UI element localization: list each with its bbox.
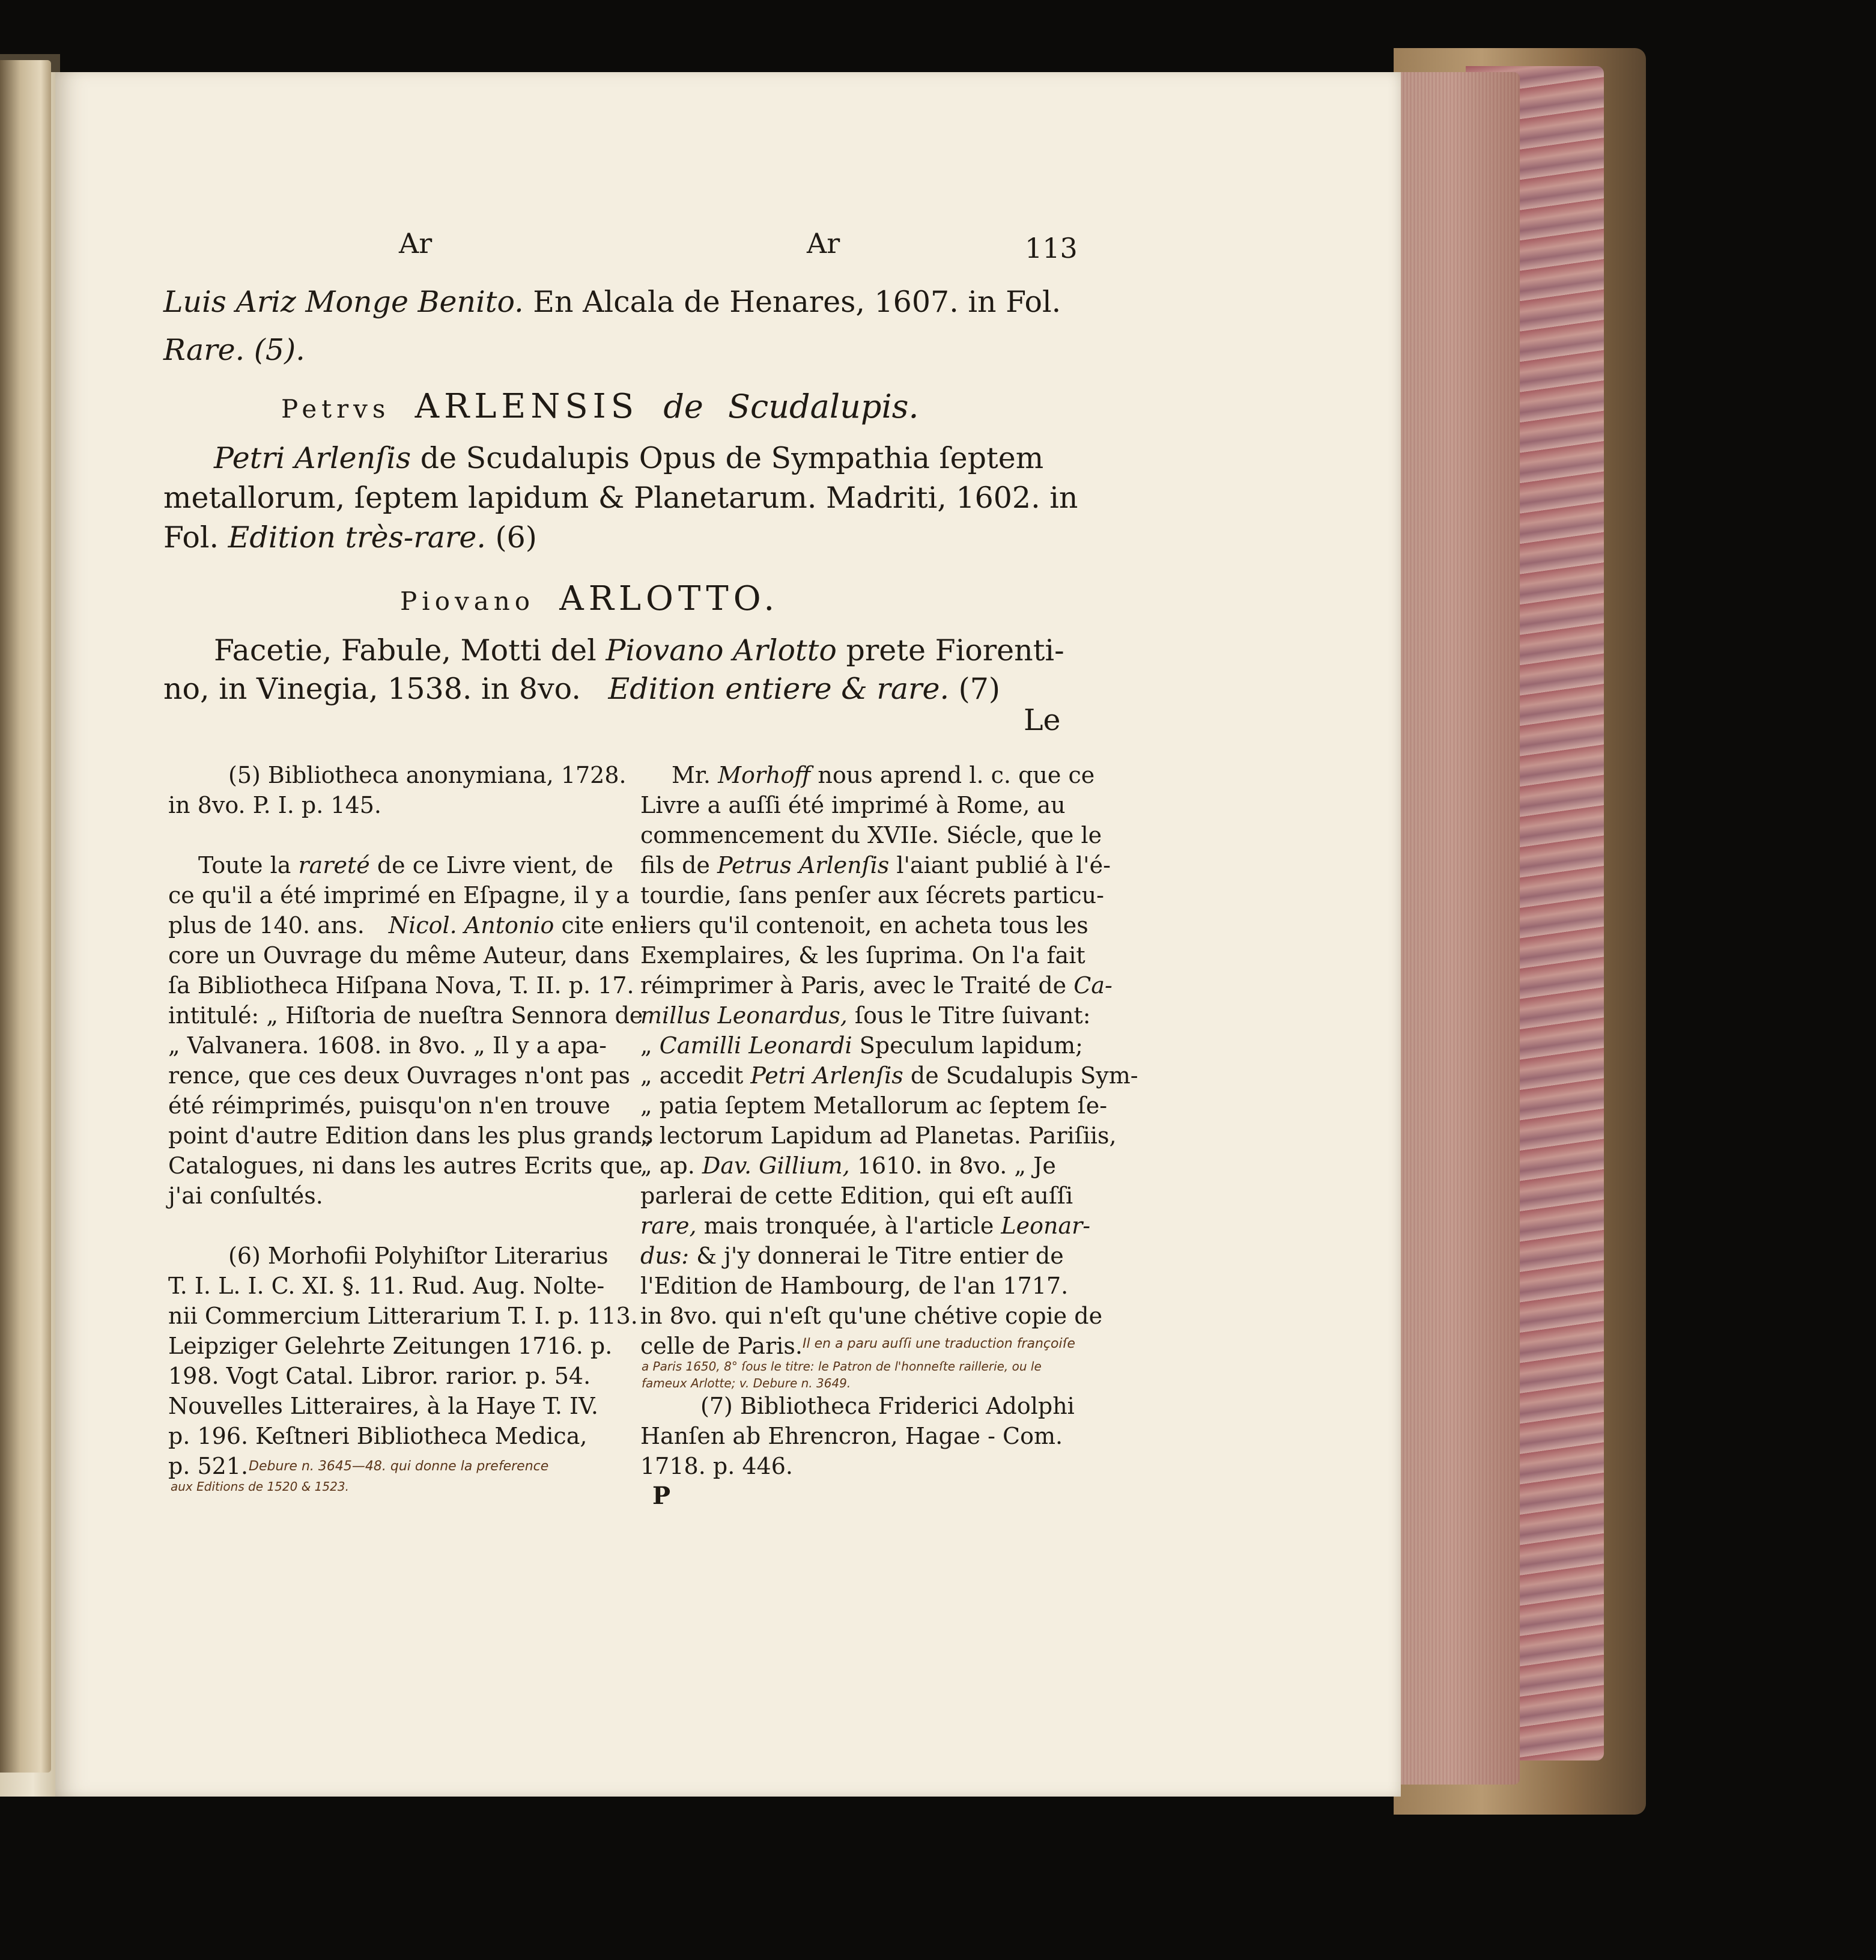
note-right-line: rare, mais tronquée, à l'article Leonar- — [640, 1213, 1091, 1239]
note-right-line: commencement du XVIIe. Siécle, que le — [640, 822, 1102, 848]
note-right-line: Hanſen ab Ehrencron, Hagae - Com. — [640, 1423, 1063, 1449]
entry1-line-1 — [214, 441, 1043, 475]
entry1-heading-place: Scudalupis. — [728, 388, 919, 425]
page-edges — [1382, 72, 1520, 1785]
note-right-line: „ ap. Dav. Gillium, 1610. in 8vo. „ Je — [640, 1152, 1056, 1179]
note-right-line: „ lectorum Lapidum ad Planetas. Pariſiis, — [640, 1122, 1117, 1149]
intro-line-2 — [163, 333, 305, 367]
handwritten-note-left-2: aux Editions de 1520 & 1523. — [171, 1479, 349, 1494]
note-left-line: (5) Bibliotheca anonymiana, 1728. — [228, 762, 627, 788]
note-right-line: réimprimer à Paris, avec le Traité de Ca- — [640, 972, 1113, 999]
entry2-note-ref: (7) — [958, 672, 1001, 706]
entry1-heading-surname: ARLENSIS — [414, 387, 639, 426]
note-left-line: T. I. L. I. C. XI. §. 11. Rud. Aug. Nolte- — [168, 1273, 605, 1299]
entry1-heading-name: Petrvs — [281, 394, 390, 424]
note-right-line: Mr. Morhoff nous aprend l. c. que ce — [672, 762, 1095, 788]
note-right-line: „ patia ſeptem Metallorum ac ſeptem ſe- — [640, 1092, 1108, 1119]
note-left-line: in 8vo. P. I. p. 145. — [168, 792, 382, 818]
entry2-heading-surname: ARLOTTO. — [559, 579, 780, 618]
note-right-line: celle de Paris. — [640, 1333, 803, 1359]
intro-line-1 — [163, 285, 1061, 319]
handwritten-note-right-1: Il en a paru auſſi une traduction françoiſe — [803, 1336, 1075, 1351]
note-right-line: Exemplaires, & les ſuprima. On l'a fait — [640, 942, 1085, 969]
note-right-line: (7) Bibliotheca Friderici Adolphi — [700, 1393, 1075, 1419]
signature-mark: P — [652, 1482, 671, 1510]
note-right-line: parlerai de cette Edition, qui eſt auſſi — [640, 1182, 1073, 1209]
entry2-line-2 — [163, 672, 1000, 706]
note-left-line: p. 196. Keſtneri Bibliotheca Medica, — [168, 1423, 587, 1449]
note-right-line: millus Leonardus, ſous le Titre ſuivant: — [640, 1002, 1091, 1029]
note-left-line: intitulé: „ Hiſtoria de nueſtra Sennora de — [168, 1002, 643, 1029]
entry2-rarity: Edition entiere & rare. — [608, 672, 950, 706]
note-right-line: Livre a auſſi été imprimé à Rome, au — [640, 792, 1066, 818]
catchword: Le — [1024, 703, 1061, 737]
note-right-line: „ Camilli Leonardi Speculum lapidum; — [640, 1032, 1083, 1059]
note-left-line: j'ai conſultés. — [168, 1182, 323, 1209]
left-page-edge — [0, 60, 51, 1773]
note-right-line: 1718. p. 446. — [640, 1453, 793, 1479]
entry1-line-2: metallorum, ſeptem lapidum & Planetarum. Madriti, 1602. in — [163, 481, 1078, 515]
running-head-left: Ar — [399, 227, 433, 260]
running-head-center: Ar — [807, 227, 840, 260]
note-left-line: rence, que ces deux Ouvrages n'ont pas — [168, 1062, 630, 1089]
note-left-line: Nouvelles Litteraires, à la Haye T. IV. — [168, 1393, 598, 1419]
entry2-line-1 — [214, 633, 1064, 668]
note-left-line: Leipziger Gelehrte Zeitungen 1716. p. — [168, 1333, 613, 1359]
note-left-line: Catalogues, ni dans les autres Ecrits que — [168, 1152, 643, 1179]
note-right-line: dus: & j'y donnerai le Titre entier de — [640, 1243, 1064, 1269]
note-left-line: p. 521. — [168, 1453, 249, 1479]
entry1-author: Petri Arlenſis — [214, 441, 411, 475]
handwritten-note-right-3: fameux Arlotte; v. Debure n. 3649. — [642, 1376, 851, 1390]
entry2-author-desc: prete Fiorenti- — [846, 633, 1064, 668]
page-number: 113 — [1025, 232, 1078, 264]
intro-author: Luis Ariz Monge Benito. — [163, 285, 524, 319]
handwritten-note-left-1: Debure n. 3645—48. qui donne la preference — [249, 1459, 549, 1474]
entry2-author: Piovano Arlotto — [606, 633, 837, 668]
entry2-publication: no, in Vinegia, 1538. in 8vo. — [163, 672, 581, 706]
entry2-heading-name: Piovano — [400, 586, 535, 616]
entry2-title: Facetie, Fabule, Motti del — [214, 633, 596, 668]
note-right-line: tourdie, ſans penſer aux ſécrets particu- — [640, 882, 1104, 908]
entry1-line-3 — [163, 520, 537, 555]
intro-rarity: Rare. (5). — [163, 333, 305, 367]
note-left-line: ſa Bibliotheca Hiſpana Nova, T. II. p. 17. — [168, 972, 634, 999]
entry1-note-ref: (6) — [495, 520, 537, 555]
entry2-heading — [400, 579, 779, 618]
entry1-title: de Scudalupis Opus de Sympathia ſeptem — [411, 441, 1044, 475]
note-right-line: l'Edition de Hambourg, de l'an 1717. — [640, 1273, 1069, 1299]
note-right-line: liers qu'il contenoit, en acheta tous les — [640, 912, 1088, 939]
note-left-line: plus de 140. ans. Nicol. Antonio cite en- — [168, 912, 648, 939]
entry1-heading — [281, 387, 919, 426]
intro-publication: En Alcala de Henares, 1607. in Fol. — [533, 285, 1061, 319]
entry1-format: Fol. — [163, 520, 219, 555]
note-right-line: fils de Petrus Arlenſis l'aiant publié à l'é- — [640, 852, 1111, 878]
note-left-line: 198. Vogt Catal. Libror. rarior. p. 54. — [168, 1363, 591, 1389]
handwritten-note-right-2: a Paris 1650, 8° ſous le titre: le Patron de l'honneſte raillerie, ou le — [642, 1359, 1042, 1374]
note-left-line: été réimprimés, puisqu'on n'en trouve — [168, 1092, 610, 1119]
note-left-line: Toute la rareté de ce Livre vient, de — [198, 852, 613, 878]
note-left-line: (6) Morhofii Polyhiſtor Literarius — [228, 1243, 609, 1269]
note-left-line: core un Ouvrage du même Auteur, dans — [168, 942, 630, 969]
note-left-line: „ Valvanera. 1608. in 8vo. „ Il y a apa- — [168, 1032, 607, 1059]
note-left-line: point d'autre Edition dans les plus grands — [168, 1122, 654, 1149]
entry1-heading-de: de — [663, 388, 703, 425]
note-left-line: ce qu'il a été imprimé en Eſpagne, il y a — [168, 882, 630, 908]
note-right-line: in 8vo. qui n'eſt qu'une chétive copie de — [640, 1303, 1103, 1329]
note-right-line: „ accedit Petri Arlenſis de Scudalupis Sym- — [640, 1062, 1138, 1089]
entry1-rarity: Edition très-rare. — [228, 520, 486, 555]
note-left-line: nii Commercium Litterarium T. I. p. 113. — [168, 1303, 638, 1329]
